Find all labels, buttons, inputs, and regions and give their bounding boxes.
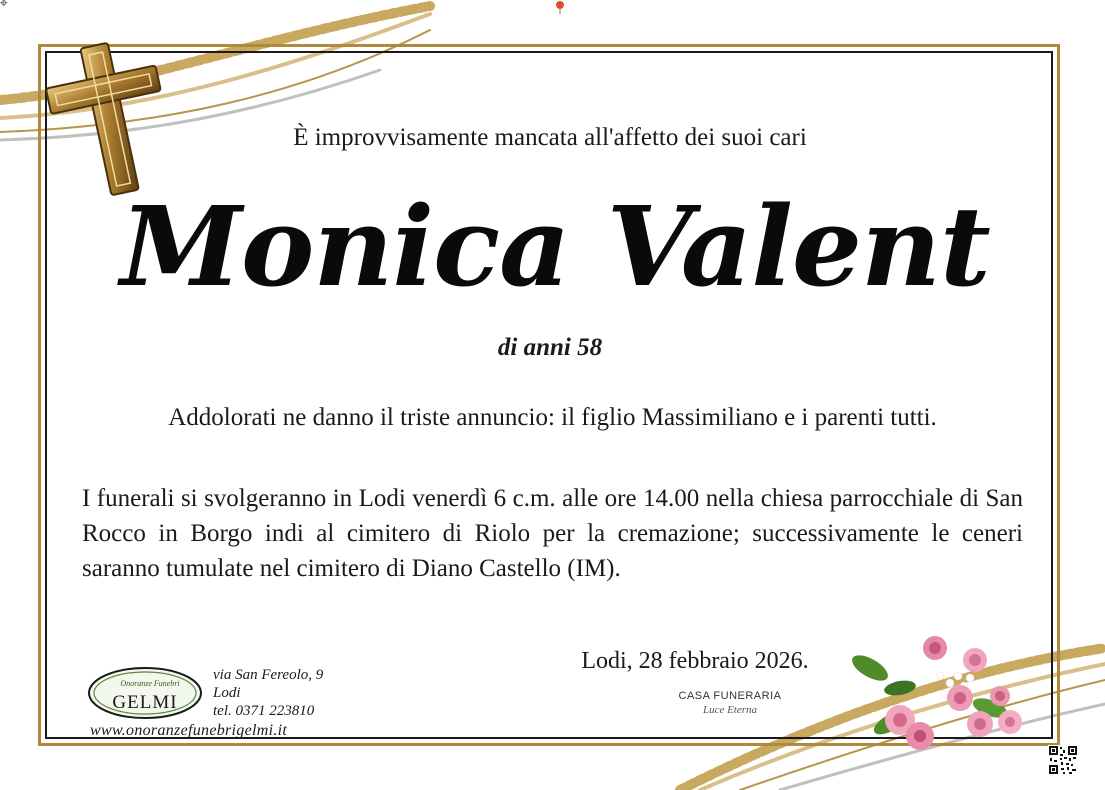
- roses-bouquet-icon: [840, 628, 1040, 758]
- announcement-text: Addolorati ne danno il triste annuncio: il figlio Massimiliano e i parenti tutti.: [168, 404, 937, 431]
- agency-city: Lodi: [213, 685, 241, 701]
- place-date: Lodi, 28 febbraio 2026.: [581, 648, 809, 674]
- age-line: di anni 58: [497, 334, 603, 361]
- logo-name: GELMI: [112, 692, 178, 713]
- agency-website[interactable]: www.onoranzefunebrigelmi.it: [90, 722, 288, 739]
- casa-funeraria-mark: [660, 690, 800, 716]
- casa-funeraria-title: CASA FUNERARIA: [678, 690, 782, 702]
- funeral-details: I funerali si svolgeranno in Lodi venerdì 6 c.m. alle ore 14.00 nella chiesa parrocchiale di San Rocco in Borgo indi al cimitero di Riolo per la cremazione; successivamente le ceneri saranno tumulate nel cimitero di Diano Castello (IM).: [82, 485, 1023, 582]
- agency-contact: [213, 666, 323, 720]
- cross-icon: [40, 36, 180, 206]
- deceased-name: Monica Valent: [120, 182, 990, 311]
- qr-code-icon[interactable]: [1048, 745, 1078, 775]
- gelmi-logo: [87, 666, 203, 720]
- intro-line: È improvvisamente mancata all'affetto dei suoi cari: [293, 124, 807, 151]
- move-icon[interactable]: ✥: [0, 0, 8, 9]
- logo-subtitle: Onoranze Funebri: [120, 679, 180, 688]
- agency-phone: tel. 0371 223810: [213, 703, 315, 719]
- casa-funeraria-subtitle: Luce Eterna: [702, 704, 758, 716]
- agency-address: via San Fereolo, 9: [213, 667, 324, 683]
